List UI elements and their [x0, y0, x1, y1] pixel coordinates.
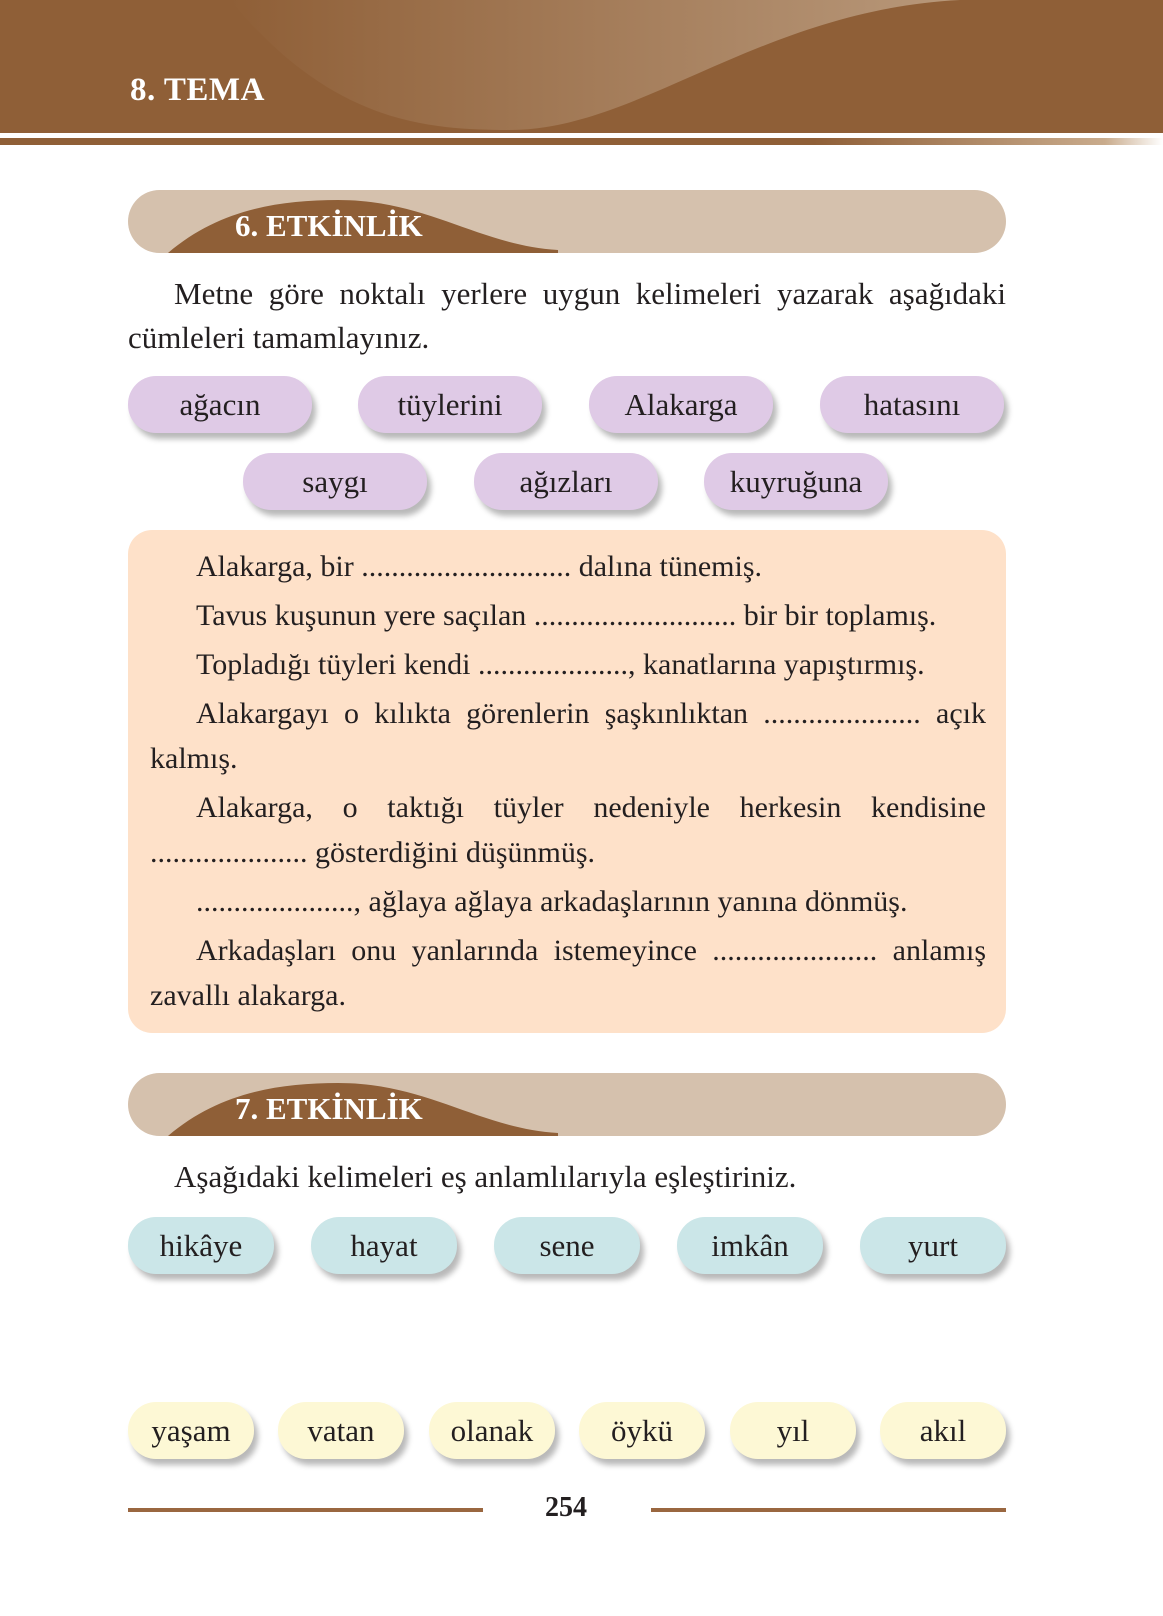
match-word-bottom[interactable]: vatan [278, 1402, 404, 1459]
word-card[interactable]: ağacın [128, 376, 312, 433]
word-card[interactable]: Alakarga [589, 376, 773, 433]
theme-header-band [0, 0, 1163, 133]
header-divider [0, 138, 1163, 145]
match-word-top[interactable]: imkân [677, 1217, 823, 1274]
word-card[interactable]: kuyruğuna [704, 453, 888, 510]
sentence: Alakarga, o taktığı tüyler nedeniyle herkesin kendisine ..................... gösterdiğini düşünmüş. [150, 791, 986, 869]
activity-7-banner [128, 1073, 1006, 1136]
word-card[interactable]: hatasını [820, 376, 1004, 433]
activity-7-title: 7. ETKİNLİK [235, 1091, 423, 1126]
footer-line-left [128, 1508, 483, 1512]
footer-line-right [651, 1508, 1006, 1512]
match-word-bottom[interactable]: yıl [730, 1402, 856, 1459]
word-card[interactable]: tüylerini [358, 376, 542, 433]
sentence: ....................., ağlaya ağlaya arkadaşlarının yanına dönmüş. [196, 885, 908, 918]
activity-6-instruction: Metne göre noktalı yerlere uygun kelimeleri yazarak aşağıdaki cümleleri tamamlayınız. [128, 276, 1006, 355]
word-card[interactable]: saygı [243, 453, 427, 510]
activity-6-banner [128, 190, 1006, 253]
match-word-top[interactable]: sene [494, 1217, 640, 1274]
match-word-bottom[interactable]: olanak [429, 1402, 555, 1459]
page-number: 254 [545, 1492, 587, 1523]
activity-6-title: 6. ETKİNLİK [235, 208, 423, 243]
header-wave-decoration [0, 0, 1163, 133]
match-word-bottom[interactable]: yaşam [128, 1402, 254, 1459]
match-word-top[interactable]: hayat [311, 1217, 457, 1274]
match-word-bottom[interactable]: öykü [579, 1402, 705, 1459]
sentence: Alakarga, bir ............................ dalına tünemiş. [196, 550, 763, 583]
activity-7-instruction: Aşağıdaki kelimeleri eş anlamlılarıyla eşleştiriniz. [174, 1159, 797, 1194]
word-card[interactable]: ağızları [474, 453, 658, 510]
match-word-top[interactable]: yurt [860, 1217, 1006, 1274]
match-word-top[interactable]: hikâye [128, 1217, 274, 1274]
sentence: Tavus kuşunun yere saçılan ........................... bir bir toplamış. [196, 599, 937, 632]
match-word-bottom[interactable]: akıl [880, 1402, 1006, 1459]
sentence: Alakargayı o kılıkta görenlerin şaşkınlıktan ..................... açık kalmış. [150, 697, 986, 775]
sentence: Arkadaşları onu yanlarında istemeyince ...................... anlamış zavallı alakarga. [150, 934, 986, 1012]
sentence: Topladığı tüyleri kendi ...................., kanatlarına yapıştırmış. [196, 648, 925, 681]
theme-title: 8. TEMA [130, 72, 265, 108]
fill-in-sentences-box [128, 530, 1006, 1033]
